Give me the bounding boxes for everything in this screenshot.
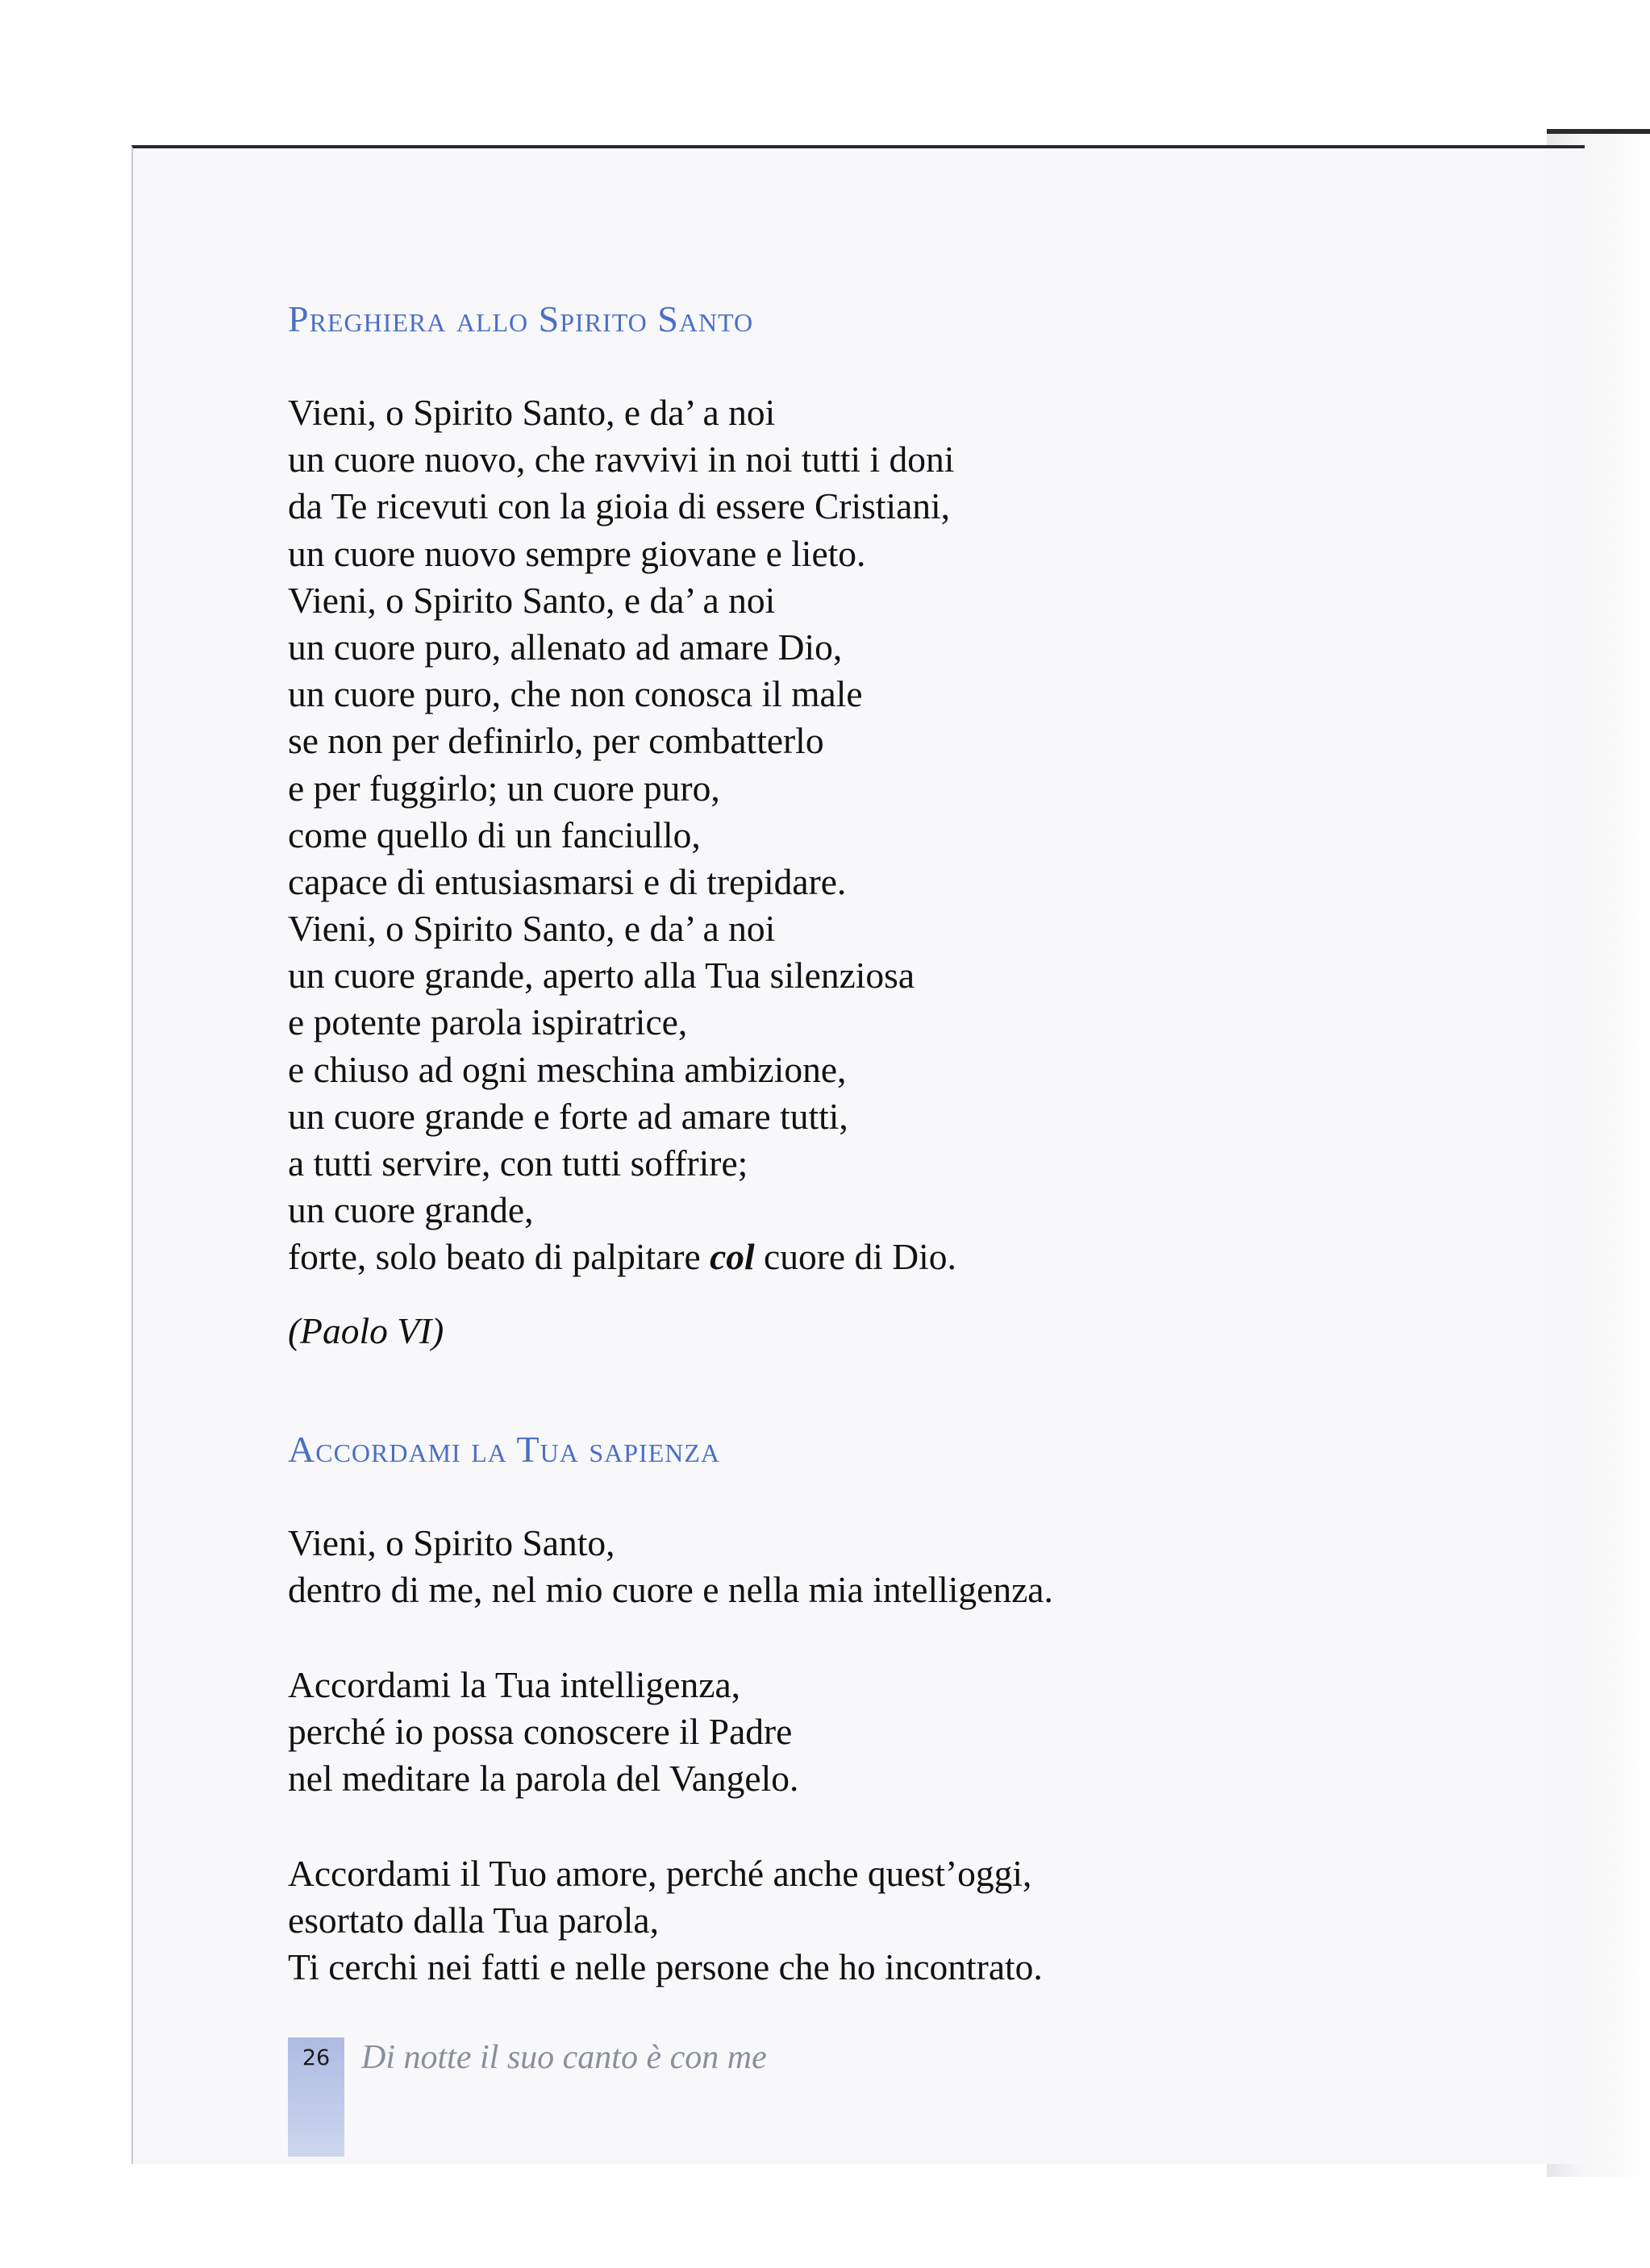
poem-line: Vieni, o Spirito Santo,	[288, 1522, 615, 1563]
poem-line: Vieni, o Spirito Santo, e da’ a noi	[288, 579, 776, 621]
poem-line: nel meditare la parola del Vangelo.	[288, 1758, 799, 1800]
attribution-paolo-vi: (Paolo VI)	[288, 1310, 444, 1351]
poem-line-final	[288, 1234, 1417, 1280]
poem-preghiera	[288, 389, 1417, 1281]
poem-line: da Te ricevuti con la gioia di essere Cristiani,	[288, 485, 951, 527]
poem-line: se non per definirlo, per combatterlo	[288, 720, 824, 762]
final-line-end: cuore di Dio.	[754, 1236, 956, 1278]
section-title-accordami: Accordami la Tua sapienza	[288, 1429, 721, 1470]
final-line-emphasis: col	[710, 1236, 755, 1278]
poem-line: e potente parola ispiratrice,	[288, 1001, 688, 1043]
poem-line: un cuore nuovo, che ravvivi in noi tutti i doni	[288, 439, 955, 481]
poem-line: dentro di me, nel mio cuore e nella mia intelligenza.	[288, 1569, 1053, 1611]
final-line-start: forte, solo beato di palpitare	[288, 1236, 710, 1278]
poem-line: Ti cerchi nei fatti e nelle persone che ho incontrato.	[288, 1946, 1043, 1988]
stanza-2	[288, 1662, 1417, 1803]
poem-line: un cuore nuovo sempre giovane e lieto.	[288, 532, 866, 574]
running-footer-title: Di notte il suo canto è con me	[361, 2039, 767, 2076]
poem-line: e chiuso ad ogni meschina ambizione,	[288, 1048, 847, 1090]
poem-line: Accordami la Tua intelligenza,	[288, 1664, 741, 1705]
poem-line: un cuore grande,	[288, 1189, 534, 1231]
poem-line: Accordami il Tuo amore, perché anche quest’oggi,	[288, 1853, 1032, 1894]
page-number: 26	[302, 2045, 331, 2070]
poem-line: perché io possa conoscere il Padre	[288, 1711, 793, 1753]
poem-line: capace di entusiasmarsi e di trepidare.	[288, 860, 847, 902]
poem-line: Vieni, o Spirito Santo, e da’ a noi	[288, 908, 776, 950]
poem-line: esortato dalla Tua parola,	[288, 1900, 659, 1941]
section-title-preghiera: Preghiera allo Spirito Santo	[288, 298, 754, 339]
booklet-edge-shadow	[1547, 129, 1650, 134]
stanza-3	[288, 1850, 1417, 1991]
poem-line: un cuore puro, allenato ad amare Dio,	[288, 626, 843, 668]
poem-line: e per fuggirlo; un cuore puro,	[288, 767, 720, 809]
poem-line: un cuore grande, aperto alla Tua silenziosa	[288, 955, 915, 997]
poem-line: a tutti servire, con tutti soffrire;	[288, 1142, 748, 1184]
poem-line: come quello di un fanciullo,	[288, 814, 701, 855]
stanza-1	[288, 1520, 1417, 1613]
poem-line: un cuore puro, che non conosca il male	[288, 673, 863, 715]
poem-line: Vieni, o Spirito Santo, e da’ a noi	[288, 392, 776, 433]
poem-line: un cuore grande e forte ad amare tutti,	[288, 1095, 848, 1137]
